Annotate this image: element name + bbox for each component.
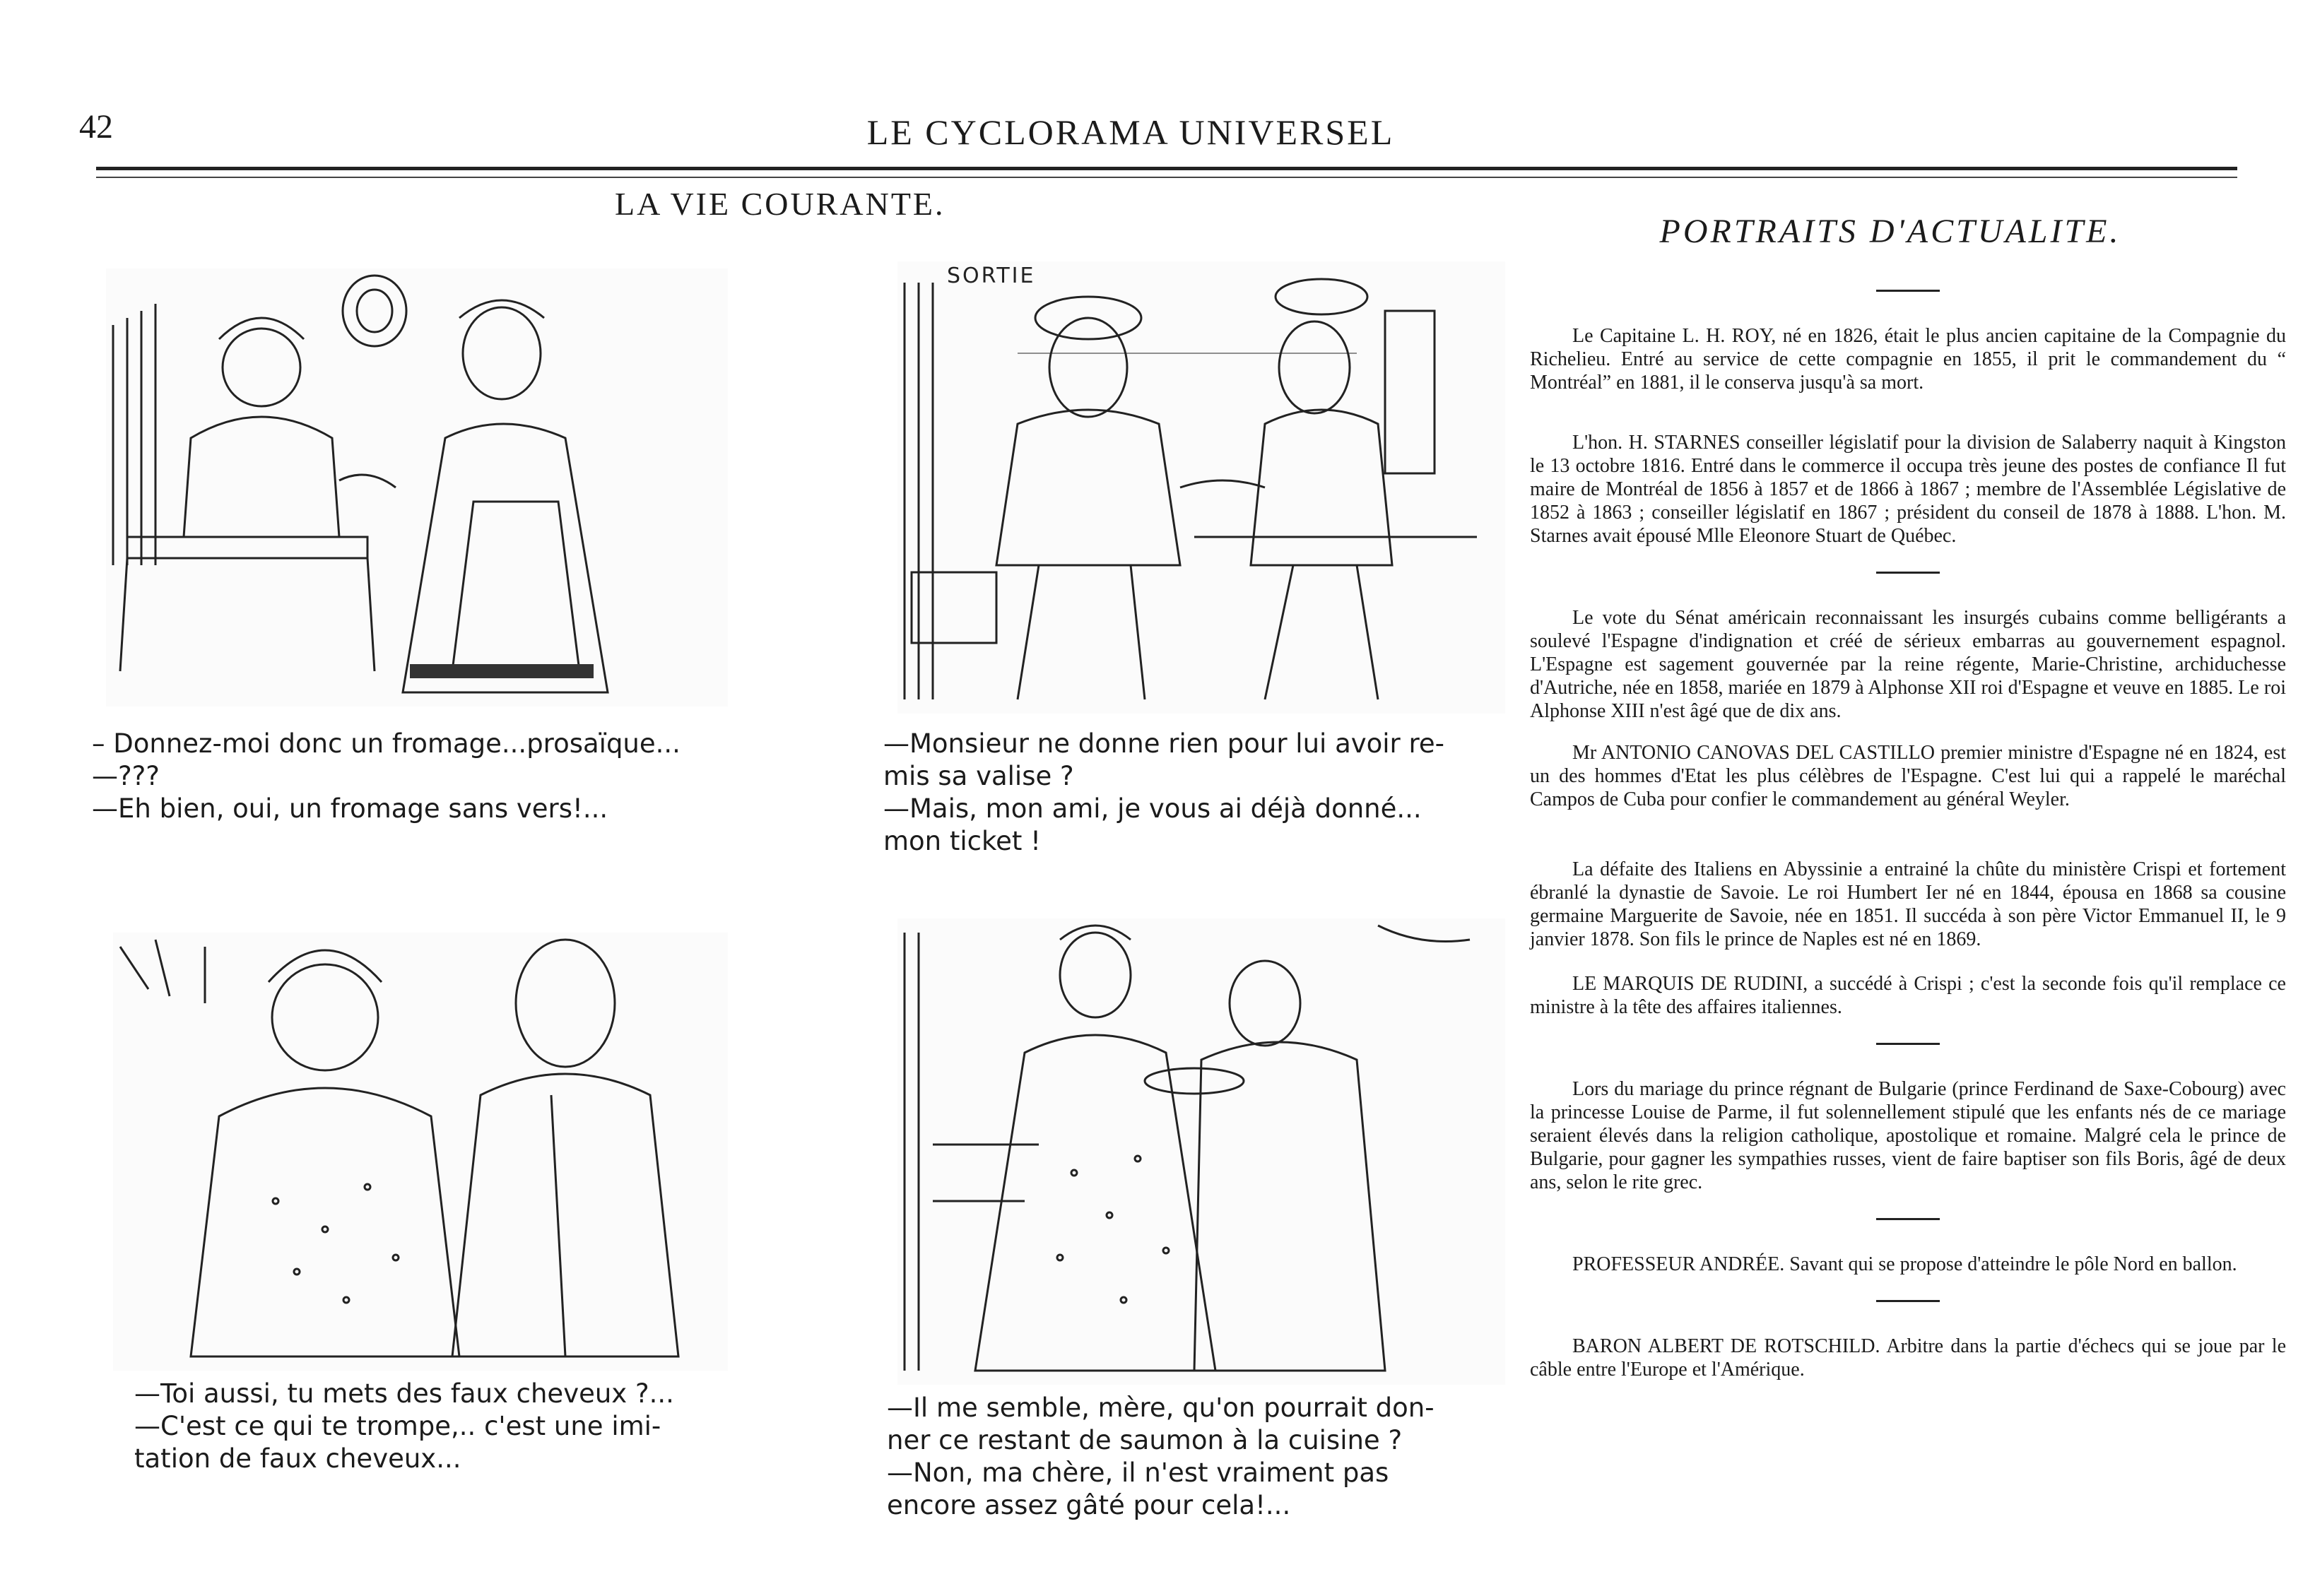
cartoon-panel-restaurant — [106, 268, 728, 707]
separator — [1876, 572, 1940, 574]
wig-illustration — [113, 933, 728, 1371]
salmon-illustration — [897, 918, 1505, 1385]
caption-line: mon ticket ! — [883, 826, 1041, 856]
header-rule-thin — [96, 177, 2237, 178]
portraits-column — [1530, 311, 2286, 1381]
caption-line: tation de faux cheveux... — [134, 1443, 461, 1474]
caption-wig — [134, 1378, 756, 1475]
separator — [1876, 1043, 1940, 1045]
caption-line: —Eh bien, oui, un fromage sans vers!... — [92, 793, 608, 824]
item-senat: Le vote du Sénat américain reconnaissant les insurgés cubains comme belligérants a soulevé l'Espagne d'indignation et créé de sérieux embarras au gouvernement espagnol. L'Espagne est sagement gouvernée par la reine régente, Marie-Christine, archiduchesse d'Autriche, née en 1858, mariée en 1879 à Alphonse XII roi d'Espagne et veuve en 1885. Le roi Alphonse XIII n'est âgé que de dix ans. — [1530, 607, 2286, 722]
item-starnes: L'hon. H. STARNES conseiller législatif pour la division de Salaberry naquit à Kingston le 13 octobre 1816. Entré dans le commerce il occupa très jeune des postes de confiance Il fut maire de Montréal de 1856 à 1857 et de 1866 à 1867 ; membre de l'Assemblée Législative de 1852 à 1863 ; conseiller législatif en 1867 ; président du conseil de 1878 à 1888. L'hon. M. Starnes avait épousé Mlle Eleonore Stuart de Québec. — [1530, 432, 2286, 547]
item-rotschild: BARON ALBERT DE ROTSCHILD. Arbitre dans la partie d'échecs qui se joue par le câble entre l'Europe et l'Amérique. — [1530, 1335, 2286, 1381]
spacer — [1530, 723, 2286, 741]
caption-salmon — [887, 1392, 1523, 1522]
separator — [1876, 1218, 1940, 1220]
item-andree: PROFESSEUR ANDRÉE. Savant qui se propose d'atteindre le pôle Nord en ballon. — [1572, 1253, 2237, 1275]
spacer — [1530, 951, 2286, 972]
sortie-sign: SORTIE — [947, 264, 1036, 288]
item-roy: Le Capitaine L. H. ROY, né en 1826, était le plus ancien capitaine de la Compagnie du Richelieu. Entré au service de cette compagnie en 1855, il prit le commandement du “ Montréal” en 1881, il le conserva jusqu'à sa mort. — [1530, 325, 2286, 394]
cartoon-panel-salmon — [897, 918, 1505, 1385]
item-bulgarie: Lors du mariage du prince régnant de Bulgarie (prince Ferdinand de Saxe-Cobourg) avec la princesse Louise de Parme, il fut solennellement stipulé que les enfants nés de ce mariage seraient élevés dans la religion catholique, apostolique et romaine. Malgré cela le prince de Bulgarie, pour gagner les sympathies russes, vient de faire baptiser son fils Boris, âgé de deux ans, selon le rite grec. — [1530, 1078, 2286, 1193]
restaurant-illustration — [106, 268, 728, 707]
header-rule — [96, 167, 2237, 170]
caption-restaurant — [92, 728, 756, 825]
page-number: 42 — [79, 108, 113, 146]
caption-line: —??? — [92, 761, 160, 791]
spacer — [1530, 811, 2286, 858]
caption-line: —C'est ce qui te trompe,.. c'est une imi- — [134, 1411, 661, 1441]
section-title-portraits: PORTRAITS D'ACTUALITE. — [1659, 213, 2121, 250]
separator — [1876, 290, 1940, 292]
caption-line: —Mais, mon ami, je vous ai déjà donné... — [883, 793, 1422, 824]
porter-illustration — [897, 261, 1505, 714]
caption-line: —Monsieur ne donne rien pour lui avoir re- — [883, 728, 1445, 759]
item-rudini: LE MARQUIS DE RUDINI, a succédé à Crispi ; c'est la seconde fois qu'il remplace ce ministre à la tête des affaires italiennes. — [1530, 973, 2286, 1018]
caption-porter — [883, 728, 1519, 858]
caption-line: —Il me semble, mère, qu'on pourrait don- — [887, 1393, 1435, 1423]
cartoon-panel-wig — [113, 933, 728, 1371]
section-title-vie-courante: LA VIE COURANTE. — [615, 186, 946, 222]
running-head: LE CYCLORAMA UNIVERSEL — [866, 112, 1395, 152]
caption-line: ner ce restant de saumon à la cuisine ? — [887, 1425, 1403, 1455]
separator — [1876, 1300, 1940, 1302]
item-abyssinie: La défaite des Italiens en Abyssinie a entrainé la chûte du ministère Crispi et fortement ébranlé la dynastie de Savoie. Le roi Humbert Ier né en 1844, épousa en 1868 sa cousine germaine Marguerite de Savoie, née en 1851. Il succéda à son père Victor Emmanuel II, le 9 janvier 1878. Son fils le prince de Naples est né en 1869. — [1530, 858, 2286, 950]
caption-line: —Toi aussi, tu mets des faux cheveux ?... — [134, 1378, 674, 1409]
spacer — [1530, 394, 2286, 431]
item-canovas: Mr ANTONIO CANOVAS DEL CASTILLO premier ministre d'Espagne né en 1824, est un des hommes d'Etat les plus célèbres de l'Espagne. C'est lui qui a rappelé le maréchal Campos de Cuba pour confier le commandement au général Weyler. — [1530, 742, 2286, 810]
caption-line: —Non, ma chère, il n'est vraiment pas — [887, 1458, 1389, 1488]
cartoon-panel-porter — [897, 261, 1505, 714]
caption-line: mis sa valise ? — [883, 761, 1074, 791]
caption-line: – Donnez-moi donc un fromage...prosaïque... — [92, 728, 681, 759]
caption-line: encore assez gâté pour cela!... — [887, 1490, 1291, 1520]
